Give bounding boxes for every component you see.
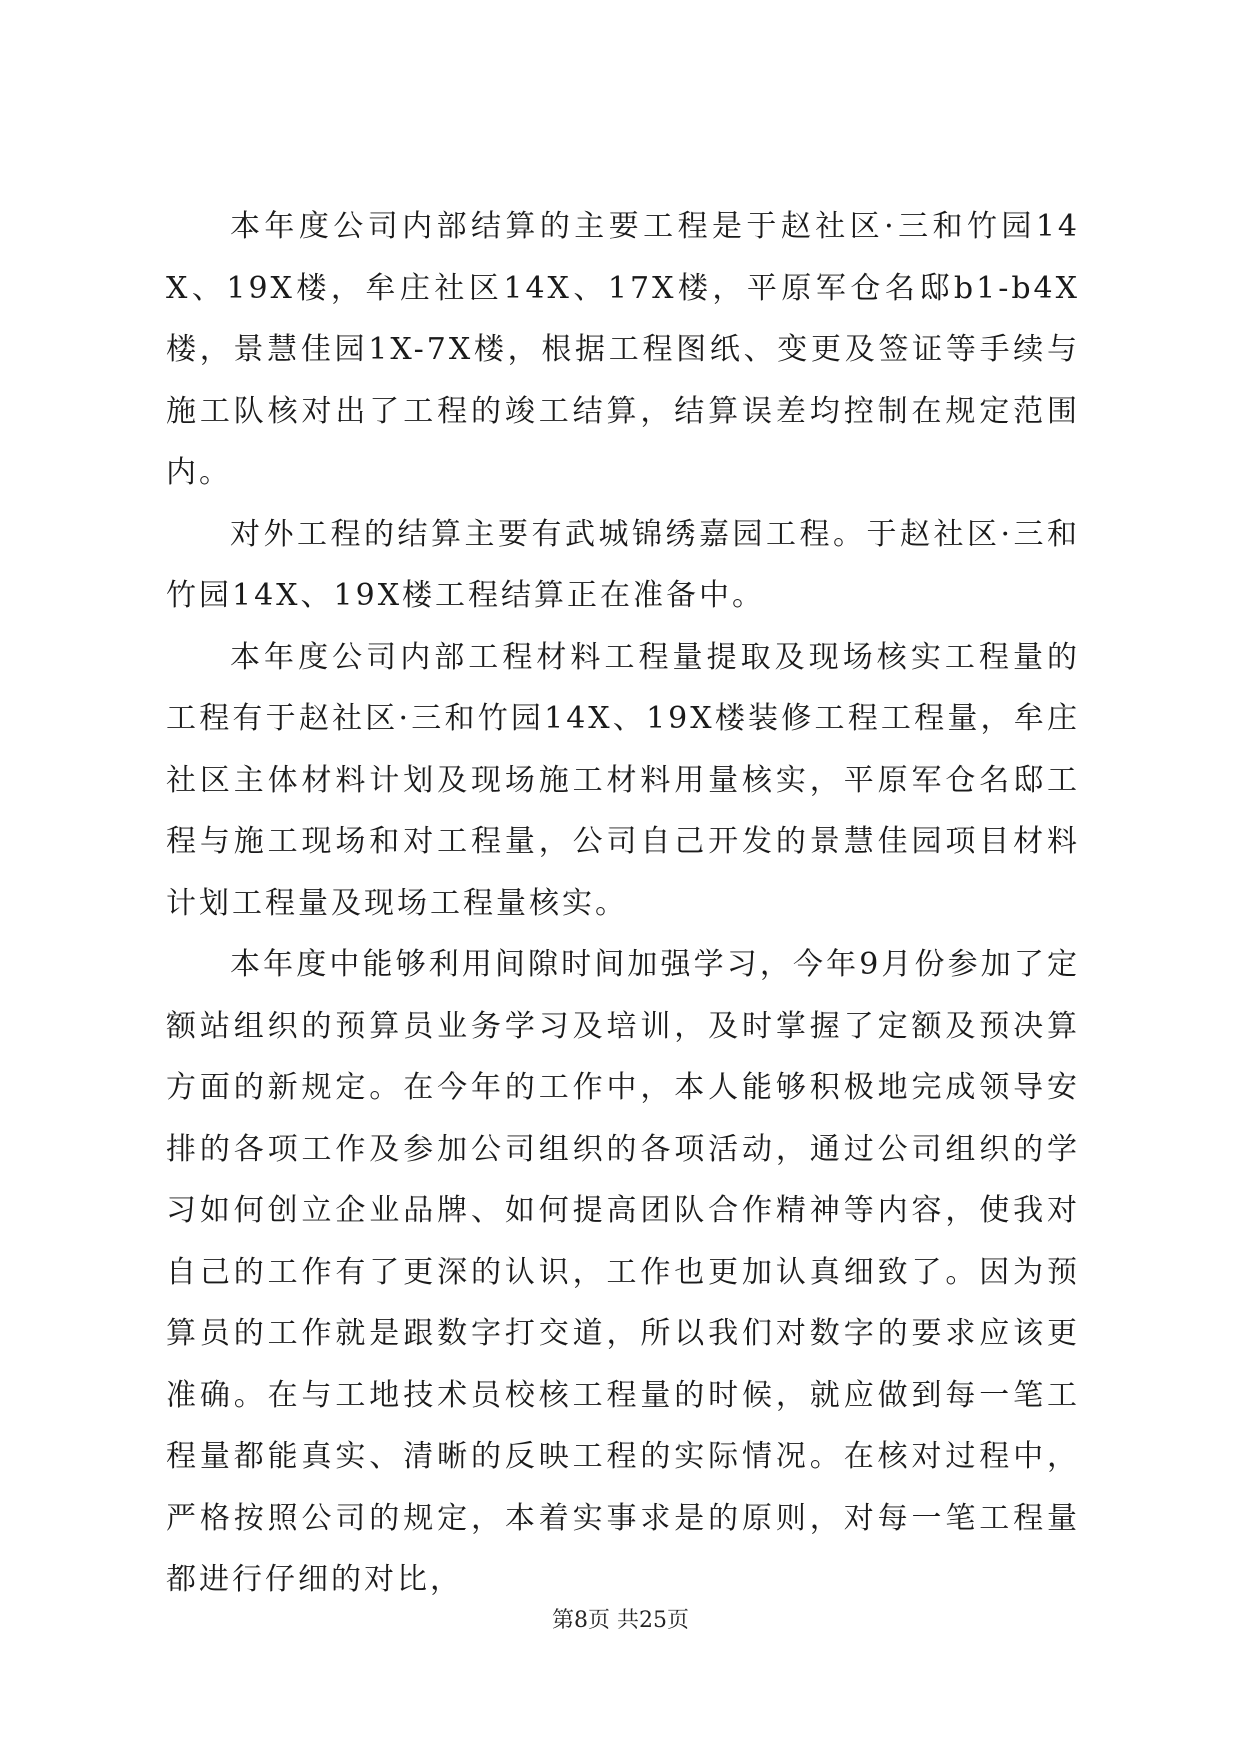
paragraph-study-and-work: 本年度中能够利用间隙时间加强学习，今年9月份参加了定额站组织的预算员业务学习及培训，及时掌握了定额及预决算方面的新规定。在今年的工作中，本人能够积极地完成领导安排的各项工作及参加公司组织的各项活动，通过公司组织的学习如何创立企业品牌、如何提高团队合作精神等内容，使我对自己的工作有了更深的认识，工作也更加认真细致了。因为预算员的工作就是跟数字打交道，所以我们对数字的要求应该更准确。在与工地技术员校核工程量的时候，就应做到每一笔工程量都能真实、清晰的反映工程的实际情况。在核对过程中，严格按照公司的规定，本着实事求是的原则，对每一笔工程量都进行仔细的对比，	[166, 947, 1080, 1597]
document-body	[166, 196, 1080, 1611]
page-number-footer: 第8页 共25页	[552, 1608, 689, 1633]
paragraph-material-quantities: 本年度公司内部工程材料工程量提取及现场核实工程量的工程有于赵社区·三和竹园14X、19X楼装修工程工程量，牟庄社区主体材料计划及现场施工材料用量核实，平原军仓名邸工程与施工现场和对工程量，公司自己开发的景慧佳园项目材料计划工程量及现场工程量核实。	[166, 639, 1080, 921]
paragraph-internal-settlement: 本年度公司内部结算的主要工程是于赵社区·三和竹园14X、19X楼，牟庄社区14X、17X楼，平原军仓名邸b1-b4X楼，景慧佳园1X-7X楼，根据工程图纸、变更及签证等手续与施工队核对出了工程的竣工结算，结算误差均控制在规定范围内。	[166, 209, 1080, 490]
paragraph-external-settlement: 对外工程的结算主要有武城锦绣嘉园工程。于赵社区·三和竹园14X、19X楼工程结算正在准备中。	[166, 516, 1080, 613]
